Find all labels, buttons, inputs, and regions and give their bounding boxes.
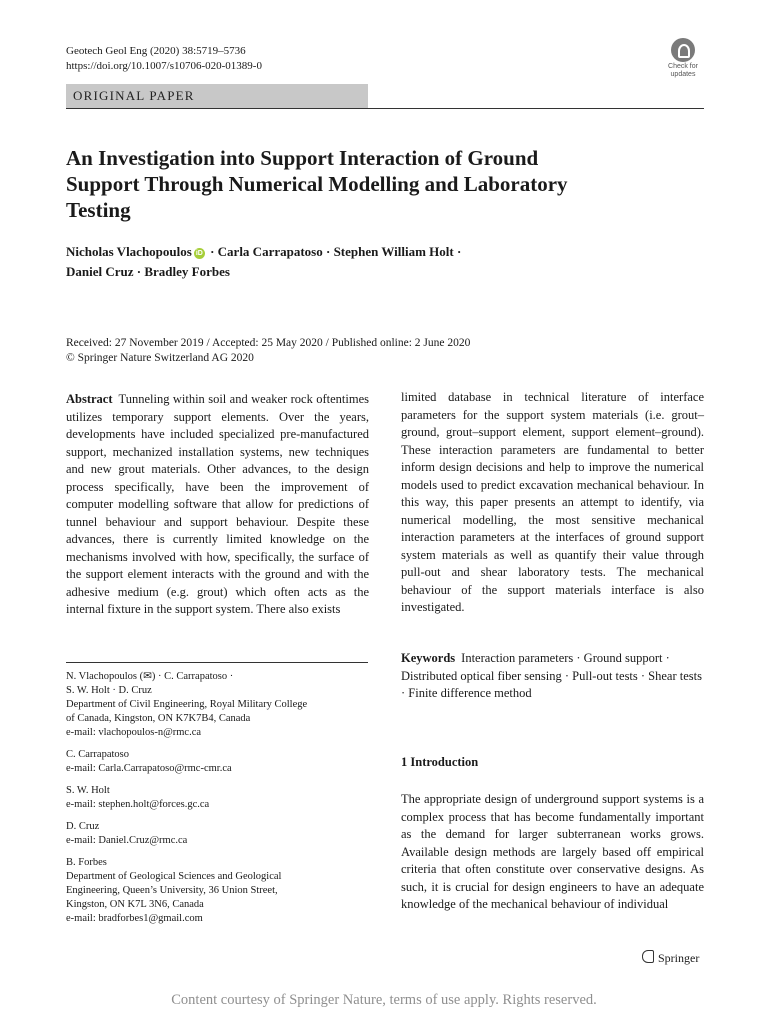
author-name[interactable]: Nicholas Vlachopoulos: [66, 244, 192, 259]
springer-horse-icon: [642, 950, 654, 963]
affiliation-block: B. Forbes Department of Geological Sciences and Geological Engineering, Queen’s University, 36 Union Street, Kingston, ON K7L 3N6, Canada e-mail: bradforbes1@gmail.com: [66, 856, 368, 926]
abstract-label: Abstract: [66, 392, 113, 406]
header-rule: [66, 108, 704, 109]
affiliation-block: N. Vlachopoulos (✉) · C. Carrapatoso · S. W. Holt · D. Cruz Department of Civil Engineering, Royal Military College of Canada, Kingston, ON K7K7B4, Canada e-mail: vlachopoulos-n@rmc.ca: [66, 670, 368, 740]
copyright: © Springer Nature Switzerland AG 2020: [66, 352, 254, 364]
email-link[interactable]: e-mail: stephen.holt@forces.gc.ca: [66, 799, 210, 810]
springer-logo: Springer: [642, 950, 699, 965]
check-for-updates-label: Check for updates: [668, 63, 698, 78]
paper-type-banner: [66, 84, 368, 108]
affiliation-block: S. W. Holt e-mail: stephen.holt@forces.gc.ca: [66, 784, 368, 812]
email-link[interactable]: e-mail: Daniel.Cruz@rmc.ca: [66, 835, 188, 846]
paper-type-label: ORIGINAL PAPER: [73, 88, 195, 103]
keywords-text: Interaction parameters · Ground support · Distributed optical fiber sensing · Pull-out tests · Shear tests · Finite difference method: [401, 651, 702, 700]
abstract-text: Tunneling within soil and weaker rock oftentimes utilizes temporary support elements. Over the years, developments have included specialized pre-manufactured support, mechanized installation systems, new techniques and new grout materials. Other advances, to the design process specifically, have been the improvement of computer modelling software that allow for predictions of tunnel behaviour and support behaviour. Despite these advances, there is currently limited knowledge on the mechanisms involved with how, specifically, the surface of the support element interacts with the ground and with the adhesive medium (e.g. grout) which often acts as the internal fixture in the support system. There also exists: [66, 392, 369, 616]
orcid-icon[interactable]: iD: [195, 250, 203, 257]
author-list: Nicholas Vlachopoulos iD · Carla Carrapatoso · Stephen William Holt · Daniel Cruz · Bradley Forbes: [66, 244, 462, 279]
affiliation-block: C. Carrapatoso e-mail: Carla.Carrapatoso@rmc-cmr.ca: [66, 748, 368, 776]
email-link[interactable]: e-mail: vlachopoulos-n@rmc.ca: [66, 727, 202, 738]
abstract-text-continued: limited database in technical literature of interface parameters for the support system materials (i.e. grout–ground, grout–support element, support element–ground). These interaction parameters are fundamental to better inform design decisions and help to improve the numerical models used to predict excavation mechanical behaviour. In this way, this paper presents an attempt to identify, via numerical modelling, the most sensitive mechanical interaction parameters at the interfaces of ground support system materials as well as quantify their value through pull-out and shear laboratory tests. The mechanical behaviour of the support materials interface is also investigated.: [401, 390, 704, 614]
abstract-right: [401, 389, 704, 617]
abstract-left: [66, 391, 369, 619]
email-link[interactable]: e-mail: Carla.Carrapatoso@rmc-cmr.ca: [66, 763, 232, 774]
citation: [66, 44, 262, 74]
email-link[interactable]: e-mail: bradforbes1@gmail.com: [66, 913, 203, 924]
publication-dates: Received: 27 November 2019 / Accepted: 25 May 2020 / Published online: 2 June 2020 © Springer Nature Switzerland AG 2020: [66, 336, 706, 366]
crossmark-icon: [671, 38, 695, 62]
paper-title: An Investigation into Support Interaction of Ground Support Through Numerical Modelling and Laboratory Testing: [66, 146, 568, 222]
journal-citation: Geotech Geol Eng (2020) 38:5719–5736: [66, 45, 246, 57]
affiliation-block: D. Cruz e-mail: Daniel.Cruz@rmc.ca: [66, 820, 368, 848]
footnote-rule: [66, 662, 368, 663]
affiliations: [66, 670, 368, 934]
doi-link[interactable]: https://doi.org/10.1007/s10706-020-01389-0: [66, 60, 262, 72]
check-for-updates-badge[interactable]: [662, 38, 704, 78]
keywords-label: Keywords: [401, 651, 456, 665]
keywords: [401, 650, 704, 703]
courtesy-notice: Content courtesy of Springer Nature, terms of use apply. Rights reserved.: [171, 992, 597, 1008]
introduction-text: The appropriate design of underground support systems is a complex process that has become fundamentally important as the demand for larger subterranean works grows. Available design methods are largely based off empirical criteria that often constitute over conservative designs. As such, it is crucial for design engineers to have an adequate knowledge of the mechanical behaviour of individual: [401, 792, 704, 911]
section-heading: 1 Introduction: [401, 755, 479, 769]
